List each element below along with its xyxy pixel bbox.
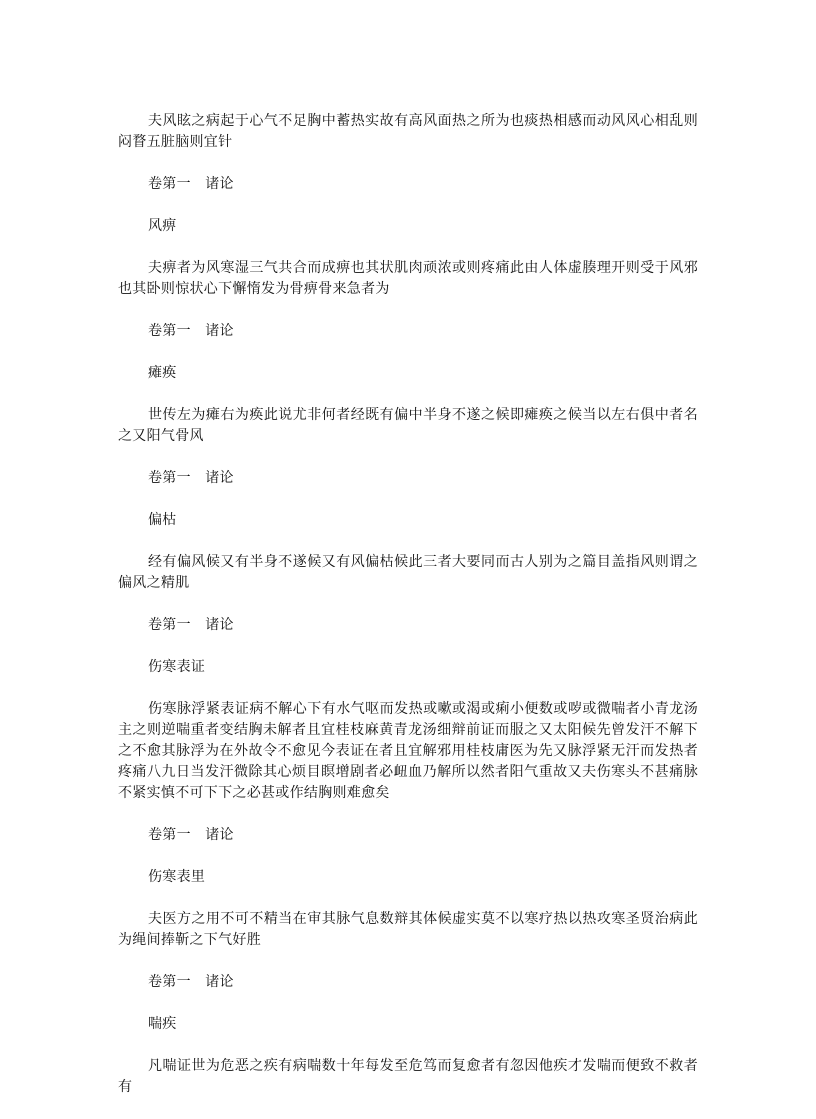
paragraph: 伤寒脉浮紧表证病不解心下有水气呕而发热或嗽或渴或痢小便数或哕或微喘者小青龙汤主之则逆喘重者变结胸未解者且宜桂枝麻黄青龙汤细辩前证而服之又太阳候先曾发汗不解下之不愈其脉浮为在外故令不愈见今表证在者且宜解邪用桂枝庸医为先又脉浮紧无汗而发热者疼痛八九日当发汗微除其心烦目瞑增剧者必衄血乃解所以然者阳气重故又夫伤寒头不甚痛脉不紧实慎不可下下之必甚或作结胸则难愈矣 [118,701,698,801]
paragraph: 夫痹者为风寒湿三气共合而成痹也其状肌肉顽浓或则疼痛此由人体虚腠理开则受于风邪也其卧则惊状心下懈惰发为骨痹骨来急者为 [118,260,698,297]
section-heading: 卷第一 诸论 [148,176,234,192]
section-heading: 卷第一 诸论 [148,617,234,633]
section-heading: 卷第一 诸论 [148,827,234,843]
section-heading: 伤寒表里 [148,869,206,885]
section-heading: 偏枯 [148,512,177,528]
section-heading: 喘疾 [148,1016,177,1032]
paragraph: 经有偏风候又有半身不遂候又有风偏枯候此三者大要同而古人别为之篇目盖指风则谓之偏风之精肌 [118,554,698,591]
section-heading: 卷第一 诸论 [148,470,234,486]
paragraph: 凡喘证世为危恶之疾有病喘数十年每发至危笃而复愈者有忽因他疾才发喘而便致不救者有 [118,1058,698,1095]
section-heading: 卷第一 诸论 [148,323,234,339]
document-body [118,111,698,1119]
section-heading: 瘫痪 [148,365,177,381]
paragraph: 夫风眩之病起于心气不足胸中蓄热实故有高风面热之所为也痰热相感而动风风心相乱则闷瞀五脏脑则宜针 [118,113,698,150]
section-heading: 伤寒表证 [148,659,206,675]
paragraph: 夫医方之用不可不精当在审其脉气息数辩其体候虚实莫不以寒疗热以热攻寒圣贤治病此为绳间捧靳之下气好胜 [118,911,698,948]
paragraph: 世传左为瘫右为痪此说尤非何者经既有偏中半身不遂之候即瘫痪之候当以左右俱中者名之又阳气骨风 [118,407,698,444]
section-heading: 风痹 [148,218,177,234]
section-heading: 卷第一 诸论 [148,974,234,990]
